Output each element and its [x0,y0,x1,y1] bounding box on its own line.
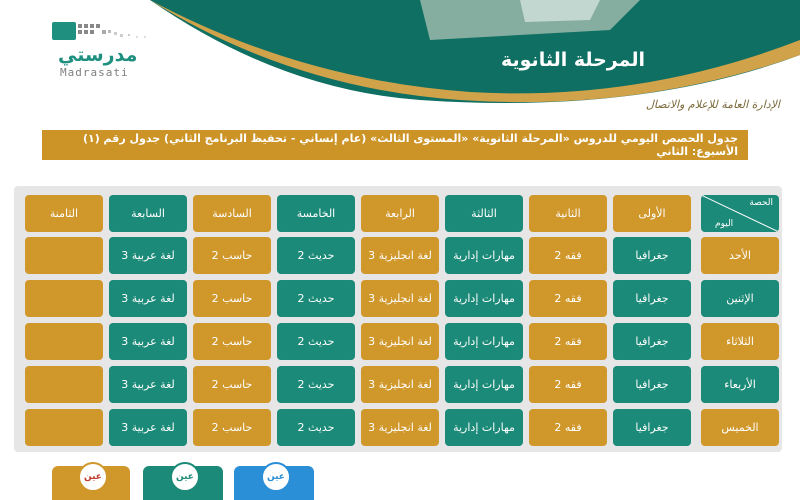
schedule-cell: جغرافيا [613,409,691,446]
period-header-5: الخامسة [277,195,355,232]
schedule-cell: حديث 2 [277,323,355,360]
schedule-cell: لغة انجليزية 3 [361,366,439,403]
schedule-cell: جغرافيا [613,237,691,274]
schedule-cell: لغة انجليزية 3 [361,409,439,446]
period-header-1: الأولى [613,195,691,232]
schedule-cell: حاسب 2 [193,366,271,403]
ain-logo-icon: عين [261,462,291,492]
schedule-cell: مهارات إدارية [445,409,523,446]
schedule-cell: لغة انجليزية 3 [361,237,439,274]
day-label: الأربعاء [701,366,779,403]
page-title: المرحلة الثانوية [500,49,646,71]
department-signature: الإدارة العامة للإعلام والاتصال [645,98,780,111]
schedule-cell: جغرافيا [613,280,691,317]
schedule-cell: فقه 2 [529,366,607,403]
schedule-cell: لغة عربية 3 [109,409,187,446]
schedule-cell: فقه 2 [529,323,607,360]
period-header-2: الثانية [529,195,607,232]
schedule-cell: مهارات إدارية [445,366,523,403]
schedule-cell: حديث 2 [277,237,355,274]
ain-badge-blue[interactable] [234,466,314,500]
schedule-cell: لغة عربية 3 [109,280,187,317]
period-header-8: الثامنة [25,195,103,232]
logo-english-text: Madrasati [60,66,129,79]
schedule-cell [25,409,103,446]
schedule-cell: حاسب 2 [193,323,271,360]
schedule-cell: جغرافيا [613,366,691,403]
ain-badge-gold[interactable] [52,466,130,500]
period-header-7: السابعة [109,195,187,232]
schedule-cell: حديث 2 [277,409,355,446]
schedule-cell: فقه 2 [529,237,607,274]
ain-badge-teal[interactable] [143,466,223,500]
schedule-cell: لغة انجليزية 3 [361,323,439,360]
schedule-cell: لغة عربية 3 [109,323,187,360]
schedule-cell: حاسب 2 [193,237,271,274]
schedule-cell: فقه 2 [529,409,607,446]
schedule-cell: حاسب 2 [193,409,271,446]
ain-logo-icon: عين [78,462,108,492]
day-label: الثلاثاء [701,323,779,360]
logo-arabic-text: مدرستي [58,44,138,66]
schedule-cell [25,237,103,274]
schedule-cell [25,366,103,403]
day-label: الأحد [701,237,779,274]
day-label: الخميس [701,409,779,446]
period-header-3: الثالثة [445,195,523,232]
schedule-cell [25,280,103,317]
corner-day-label: اليوم [715,219,734,229]
corner-header [701,195,779,232]
schedule-cell: حاسب 2 [193,280,271,317]
schedule-cell: لغة عربية 3 [109,366,187,403]
day-label: الإثنين [701,280,779,317]
schedule-cell: لغة انجليزية 3 [361,280,439,317]
schedule-cell: جغرافيا [613,323,691,360]
schedule-cell: مهارات إدارية [445,280,523,317]
schedule-cell [25,323,103,360]
period-header-4: الرابعة [361,195,439,232]
period-header-6: السادسة [193,195,271,232]
schedule-cell: فقه 2 [529,280,607,317]
schedule-cell: حديث 2 [277,366,355,403]
schedule-cell: مهارات إدارية [445,323,523,360]
schedule-cell: مهارات إدارية [445,237,523,274]
schedule-cell: لغة عربية 3 [109,237,187,274]
schedule-cell: حديث 2 [277,280,355,317]
ain-logo-icon: عين [170,462,200,492]
schedule-caption: جدول الحصص اليومي للدروس «المرحلة الثانوية» «المستوى الثالث» (عام إنساني - تحفيظ البرنامج الثاني) جدول رقم (١) الأسبوع: الثاني [42,130,748,160]
corner-period-label: الحصة [749,198,773,208]
